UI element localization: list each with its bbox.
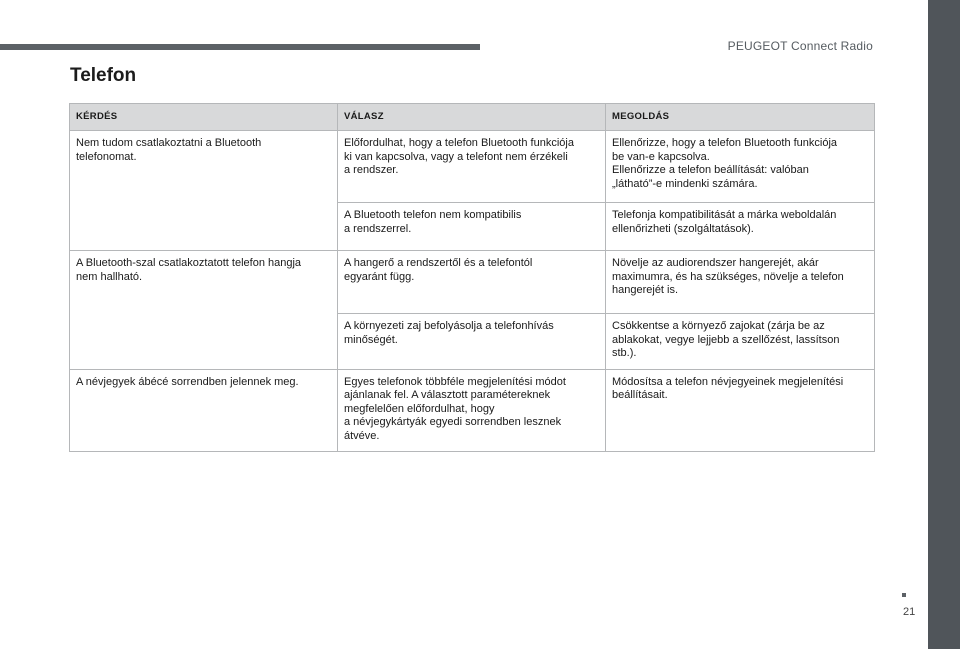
solution-cell: Csökkentse a környező zajokat (zárja be az ablakokat, vegye lejjebb a szellőzést, lassítson stb.).: [606, 314, 875, 370]
solution-cell: Ellenőrizze, hogy a telefon Bluetooth funkciója be van-e kapcsolva. Ellenőrizze a telefon beállítását: valóban „látható”-e mindenki számára.: [606, 131, 875, 203]
solution-cell: Módosítsa a telefon névjegyeinek megjelenítési beállításait.: [606, 369, 875, 452]
answer-cell: A hangerő a rendszertől és a telefontól egyaránt függ.: [338, 251, 606, 314]
table-row: [70, 131, 875, 203]
page-title: Telefon: [70, 65, 137, 86]
column-header-answer: VÁLASZ: [338, 104, 606, 131]
question-cell: A Bluetooth-szal csatlakoztatott telefon hangja nem hallható.: [70, 251, 338, 370]
faq-table: [69, 103, 875, 452]
page-number: 21: [903, 606, 916, 618]
column-header-solution: MEGOLDÁS: [606, 104, 875, 131]
question-cell: Nem tudom csatlakoztatni a Bluetooth telefonomat.: [70, 131, 338, 251]
page-edge-strip: [928, 0, 960, 649]
answer-cell: A környezeti zaj befolyásolja a telefonhívás minőségét.: [338, 314, 606, 370]
brand-label: PEUGEOT Connect Radio: [727, 39, 873, 53]
solution-cell: Növelje az audiorendszer hangerejét, akár maximumra, és ha szükséges, növelje a telefon hangerejét is.: [606, 251, 875, 314]
column-header-question: KÉRDÉS: [70, 104, 338, 131]
table-row: [70, 369, 875, 452]
answer-cell: Előfordulhat, hogy a telefon Bluetooth funkciója ki van kapcsolva, vagy a telefont nem érzékeli a rendszer.: [338, 131, 606, 203]
question-cell: A névjegyek ábécé sorrendben jelennek meg.: [70, 369, 338, 452]
table-header-row: [70, 104, 875, 131]
table-row: [70, 251, 875, 314]
page-nav-marker: [902, 593, 906, 597]
answer-cell: A Bluetooth telefon nem kompatibilis a rendszerrel.: [338, 203, 606, 251]
answer-cell: Egyes telefonok többféle megjelenítési módot ajánlanak fel. A választott paramétereknek megfelelően előfordulhat, hogy a névjegykártyák egyedi sorrendben lesznek átvéve.: [338, 369, 606, 452]
solution-cell: Telefonja kompatibilitását a márka weboldalán ellenőrizheti (szolgáltatások).: [606, 203, 875, 251]
header-accent-bar: [0, 44, 480, 50]
